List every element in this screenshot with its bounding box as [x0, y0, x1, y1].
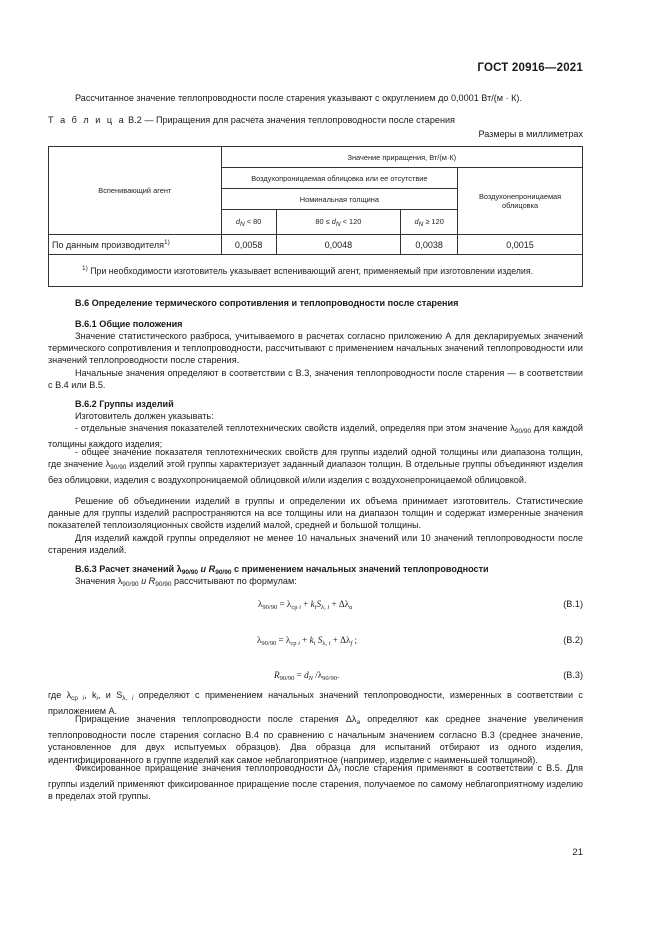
- b62-paragraph-2: - отдельные значения показателей теплотехнических свойств изделий, определяя при этом значение $\lambda_{90/90}$ для каждой толщины каждого изделия;: [48, 423, 583, 450]
- header-thickness-80-120: $80 \le d_N < 120$: [276, 210, 401, 235]
- formula-b1-number: (В.1): [563, 599, 583, 609]
- table-footnote: $^{1)}$ При необходимости изготовитель указывает вспенивающий агент, применяемый при изготовлении изделия.: [49, 255, 583, 287]
- header-permeable: Воздухопроницаемая облицовка или ее отсутствие: [221, 168, 457, 189]
- table-title-text: В.2 — Приращения для расчета значения теплопроводности после старения: [128, 115, 455, 125]
- header-value: Значение приращения, Вт/(м·К): [221, 147, 582, 168]
- value-cell: 0,0058: [221, 235, 276, 255]
- fixed-increment-paragraph: Фиксированное приращение значения теплопроводности $\Delta\lambda_f$ после старения применяют в соответствии с В.5. Для группы изделий применяют фиксированное приращение после старения, получаемое по самому неблагоприятному изделию в пределах этой группы.: [48, 763, 584, 802]
- document-id: ГОСТ 20916—2021: [477, 62, 583, 74]
- header-thickness-ge120: $d_N \ge 120$: [401, 210, 458, 235]
- header-agent: Вспенивающий агент: [49, 147, 222, 235]
- formula-b2-number: (В.2): [563, 635, 583, 645]
- row-label: По данным производителя$^{1)}$: [49, 235, 222, 255]
- section-b6-heading: В.6 Определение термического сопротивления и теплопроводности после старения: [75, 298, 459, 308]
- section-b61-heading: В.6.1 Общие положения: [75, 319, 183, 329]
- b61-paragraph-1: Значение статистического разброса, учитываемого в расчетах согласно приложению А для декларируемых значений термического сопротивления и теплопроводности, рассчитывают с применением начальных значений теплопроводности или значений теплопроводности после старения.: [48, 331, 583, 366]
- table-units: Размеры в миллиметрах: [478, 129, 583, 139]
- increments-table: [48, 146, 583, 287]
- formula-b3-number: (В.3): [563, 670, 583, 680]
- value-cell: 0,0048: [276, 235, 401, 255]
- aging-increment-paragraph: Приращение значения теплопроводности после старения $\Delta\lambda_a$ определяют как среднее значение увеличения теплопроводности после старения согласно В.4 по сравнению с начальным значением согласно В.3 (среднее значение, установленное для двух испытуемых образцов). Два образца для испытаний отбирают из одного изделия, идентифицированного в группе изделий как самое неблагоприятное (например, изделие с наименьшей толщиной).: [48, 714, 583, 765]
- section-b62-heading: В.6.2 Группы изделий: [75, 399, 174, 409]
- b62-paragraph-4: Решение об объединении изделий в группы и определении их объема принимает изготовитель. Статистические данные для группы изделий распространяются на все толщины или на диапазон толщин и содержат измеренные значения показателей теплоизоляционных свойств изделий малой, средней и большой толщины.: [48, 496, 583, 531]
- b61-paragraph-2: Начальные значения определяют в соответствии с В.3, значения теплопроводности после старения — в соответствии с В.4 или В.5.: [48, 368, 583, 391]
- formula-b2: $\lambda_{90/90} = \lambda_{ср i} + k_i$ $S_{\lambda, i} + \Delta\lambda_f$ ;: [257, 635, 358, 647]
- table-title-prefix: Т а б л и ц а: [48, 115, 126, 125]
- header-thickness-lt80: $d_N < 80$: [221, 210, 276, 235]
- table-title: [48, 115, 455, 125]
- header-nominal: Номинальная толщина: [221, 189, 457, 210]
- value-cell: 0,0038: [401, 235, 458, 255]
- b62-paragraph-3: - общее значение показателя теплотехнических свойств для группы изделий одной толщины или диапазона толщин, где значение $\lambda_{90/90}$ изделий этой группы характеризует заданный диапазон толщин. В отдельные группы объединяют изделия без облицовки, изделия с воздухопроницаемой облицовкой и/или изделия с воздухонепроницаемой облицовкой.: [48, 447, 583, 486]
- b62-paragraph-1: Изготовитель должен указывать:: [75, 411, 214, 421]
- formula-explanation: где $\lambda_{ср i}$, $k_i$, и $S_{\lambda, i}$ определяют с применением начальных значений теплопроводности, измеренных в соответствии с приложением А.: [48, 690, 583, 717]
- section-b63-heading: В.6.3 Расчет значений $\lambda_{90/90}$ и $R_{90/90}$ с применением начальных значений теплопроводности: [75, 564, 489, 576]
- intro-paragraph: Рассчитанное значение теплопроводности после старения указывают с округлением до 0,0001 Вт/(м · К).: [75, 93, 522, 103]
- header-impermeable: Воздухонепроницаемая облицовка: [458, 168, 583, 235]
- page-number: 21: [572, 847, 583, 858]
- b62-paragraph-5: Для изделий каждой группы определяют не менее 10 начальных значений или 10 значений теплопроводности после старения изделий.: [48, 533, 583, 556]
- formula-b3: $R_{90/90} = d_N$ $/\lambda_{90/90}$.: [274, 670, 340, 682]
- value-cell: 0,0015: [458, 235, 583, 255]
- formula-b1: $\lambda_{90/90} = \lambda_{ср i} + k_iS_{\lambda, i} + \Delta\lambda_a$: [258, 599, 353, 611]
- b63-lead: Значения $\lambda_{90/90}$ и $R_{90/90}$ рассчитывают по формулам:: [75, 576, 297, 588]
